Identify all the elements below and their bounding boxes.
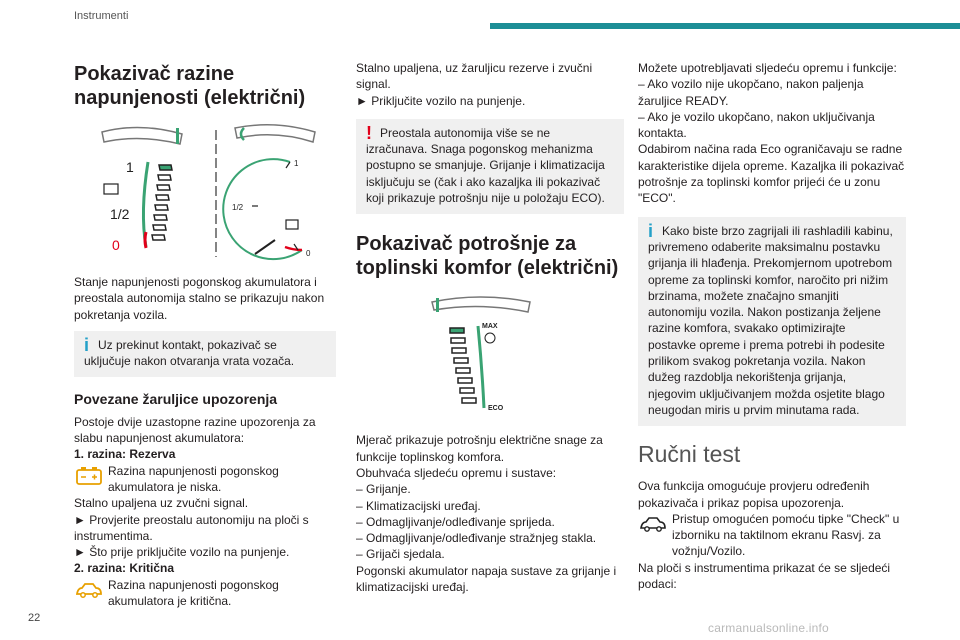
level1-row	[74, 463, 336, 496]
info-box-ignition	[74, 331, 336, 378]
list-item: – Odmagljivanje/odleđivanje stražnjeg stakla.	[356, 531, 597, 546]
level1-text: Razina napunjenosti pogonskog akumulatora je niska.	[108, 463, 279, 494]
info-icon: i	[648, 220, 654, 241]
col3-line3: Odabirom načina rada Eco ograničavaju se radne karakteristike dijela opreme. Kazaljka ili pokazivač potrošnje za toplinski komfor prijeći će u zonu "ECO".	[638, 142, 905, 206]
gauge1-empty-label: 0	[112, 237, 120, 253]
gauge1-full-label: 1	[126, 159, 134, 175]
gauge2-full-label: 1	[294, 159, 299, 168]
col2-para2: ► Priključite vozilo na punjenje.	[356, 93, 526, 108]
battery-icon	[104, 184, 118, 194]
col2-para3: Mjerač prikazuje potrošnju električne snage za funkcije toplinskog komfora.	[356, 433, 603, 464]
col2-para5: Pogonski akumulator napaja sustave za grijanje i klimatizacijski uređaj.	[356, 563, 617, 595]
level2-text: Razina napunjenosti pogonskog akumulatora je kritična.	[108, 577, 279, 609]
level2-row	[74, 577, 336, 610]
level1-line3: ► Što prije priključite vozilo na punjenje.	[74, 545, 290, 560]
column-3	[638, 60, 906, 592]
column-2	[356, 60, 624, 595]
gauge-max-label: MAX	[482, 323, 498, 331]
level2-title: 2. razina: Kritična	[74, 561, 175, 576]
warning-text-autonomy: Preostala autonomija više se ne izračunava. Snaga pogonskog mehanizma postupno se smanjuje. Grijanje i klimatizacija isključuju se (čak i ako kazaljka ili pokazivač koji prikazuje potrošnju nije u položaju ECO).	[366, 125, 605, 206]
section-title-thermal: Pokazivač potrošnje za toplinski komfor (električni)	[356, 233, 619, 280]
warning-box-autonomy	[356, 119, 624, 214]
list-item: – Odmagljivanje/odleđivanje sprijeda.	[356, 514, 555, 529]
level1-title: 1. razina: Rezerva	[74, 447, 176, 462]
warning-icon: !	[366, 122, 372, 143]
list-item: – Grijači sjedala.	[356, 547, 445, 562]
list-item: – Grijanje.	[356, 482, 411, 497]
level1-line1: Stalno upaljena uz zvučni signal.	[74, 496, 249, 511]
col3-para1: Možete upotrebljavati sljedeću opremu i funkcije:	[638, 61, 897, 75]
thermal-gauge-figure	[356, 292, 624, 420]
charge-gauge-figure	[74, 122, 336, 262]
subsection-warnings: Povezane žaruljice upozorenja	[74, 391, 278, 408]
info-box-comfort	[638, 217, 906, 427]
page-number: 22	[28, 612, 41, 624]
section-title-charge: Pokazivač razine napunjenosti (električni)	[74, 63, 306, 109]
check-row	[638, 511, 906, 560]
warnings-intro: Postoje dvije uzastopne razine upozorenja za slabu napunjenost akumulatora:	[74, 414, 316, 446]
col3-line2: – Ako je vozilo ukopčano, nakon uključivanja kontakta.	[638, 109, 875, 141]
info-text-comfort: Kako biste brzo zagrijali ili rashladili kabinu, privremeno odaberite maksimalnu postavku grijanja ili hlađenja. Prekomjernom upotrebom opreme za toplinski komfor, naročito pri nižim brzinama, možete značajno smanjiti autonomiju vozila. Nakon postizanja željene razine komfora, svakako optimizirajte postavke opreme i prema potrebi ih podesite prilikom svakog pokretanja vozila. Nakon dužeg razdoblja nekorištenja grijanja, njegovim uključivanjem možda osjetite blago neugodan miris u prvim minutama rada.	[648, 223, 893, 417]
col3-para4: Na ploči s instrumentima prikazat će se sljedeći podaci:	[638, 560, 891, 592]
info-text-ignition: Uz prekinut kontakt, pokazivač se uključuje nakon otvaranja vrata vozača.	[84, 337, 295, 369]
col3-para3: Pristup omogućen pomoću tipke "Check" u izborniku na taktilnom ekranu Rasvj. za vožnju/Vozilo.	[672, 511, 900, 559]
col2-para1: Stalno upaljena, uz žaruljicu rezerve i zvučni signal.	[356, 61, 593, 92]
col3-para2: Ova funkcija omogućuje provjeru određenih pokazivača i prikaz popisa upozorenja.	[638, 479, 870, 510]
info-icon: i	[84, 334, 90, 355]
level1-line2: ► Provjerite preostalu autonomiju na ploči s instrumentima.	[74, 512, 309, 543]
gauge1-half-label: 1/2	[110, 206, 130, 222]
charge-paragraph: Stanje napunjenosti pogonskog akumulatora i preostala autonomija stalno se prikazuju nakon pokretanja vozila.	[74, 275, 325, 322]
header-bar	[490, 23, 960, 29]
column-1	[74, 62, 336, 609]
running-header: Instrumenti	[74, 10, 129, 22]
car-icon	[638, 511, 672, 539]
battery-icon-2	[286, 220, 298, 229]
gauge-eco-label: ECO	[488, 405, 504, 413]
col2-para4: Obuhvaća sljedeću opremu i sustave:	[356, 465, 557, 480]
car-critical-icon	[74, 577, 108, 605]
thermal-gauge-illustration	[420, 292, 560, 420]
battery-reserve-icon	[74, 463, 108, 491]
watermark: carmanualsonline.info	[708, 621, 829, 635]
charge-gauge-illustration	[80, 122, 330, 262]
gauge-needle	[255, 240, 275, 254]
section-title-manual-test: Ručni test	[638, 441, 741, 468]
list-item: – Klimatizacijski uređaj.	[356, 498, 481, 513]
gauge2-half-label: 1/2	[232, 203, 244, 212]
gauge2-empty-label: 0	[306, 249, 311, 258]
col3-line1: – Ako vozilo nije ukopčano, nakon paljenja žaruljice READY.	[638, 77, 864, 108]
fan-icon	[485, 333, 495, 343]
